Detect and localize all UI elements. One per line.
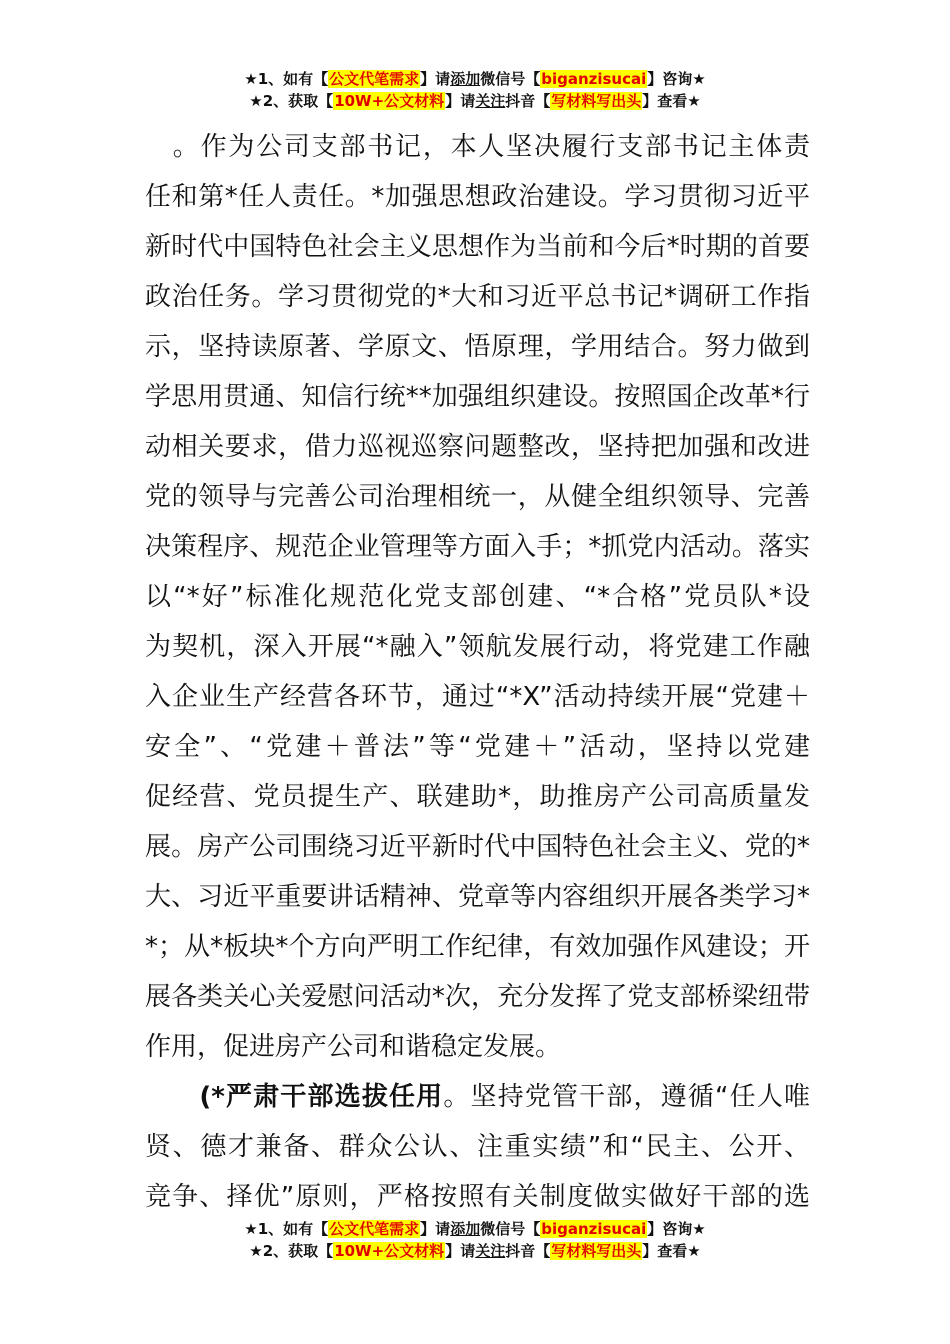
banner-underline: 添加 (450, 1220, 481, 1238)
body-line: 作用，促进房产公司和谐稳定发展。 (145, 1032, 562, 1062)
banner-highlight: 10W+公文材料 (334, 92, 445, 110)
banner-line-1 (0, 1218, 950, 1240)
banner-line-1 (0, 68, 950, 90)
body-line: 任和第*任人责任。*加强思想政治建设。学习贯彻习近平 (145, 182, 810, 212)
body-line: 示，坚持读原著、学原文、悟原理，学用结合。努力做到 (145, 332, 810, 362)
body-line: 促经营、党员提生产、联建助*，助推房产公司高质量发 (145, 782, 810, 812)
body-line: 安全”、“党建＋普法”等“党建＋”活动，坚持以党建 (145, 732, 810, 762)
body-line: 展各类关心关爱慰问活动*次，充分发挥了党支部桥梁纽带 (145, 982, 810, 1012)
body-line: 展。房产公司围绕习近平新时代中国特色社会主义、党的* (145, 832, 810, 862)
banner-underline: 关注 (475, 1242, 506, 1260)
body-line: 以“*好”标准化规范化党支部创建、“*合格”党员队*设 (145, 582, 810, 612)
banner-text: 】请 (420, 70, 451, 88)
banner-text: ★1、如有【 (244, 70, 329, 88)
banner-highlight: 公文代笔需求 (329, 70, 420, 88)
header-banner (0, 68, 950, 112)
banner-highlight: biganzisucai (541, 70, 647, 88)
body-line-text: 。坚持党管干部，遵循“任人唯 (443, 1082, 810, 1112)
banner-text: 】请 (420, 1220, 451, 1238)
banner-text: 】查看★ (642, 1242, 701, 1260)
banner-text: 】咨询★ (647, 1220, 706, 1238)
body-line: 学思用贯通、知信行统**加强组织建设。按照国企改革*行 (145, 382, 810, 412)
body-line: 为契机，深入开展“*融入”领航发展行动，将党建工作融 (145, 632, 810, 662)
banner-highlight: 写材料写出头 (551, 92, 642, 110)
banner-text: 微信号【 (480, 70, 541, 88)
body-line: 竞争、择优”原则，严格按照有关制度做实做好干部的选 (145, 1182, 810, 1212)
banner-text: 抖音【 (505, 92, 551, 110)
banner-underline: 关注 (475, 92, 506, 110)
banner-highlight: 10W+公文材料 (334, 1242, 445, 1260)
banner-text: ★2、获取【 (249, 92, 334, 110)
body-line: 决策程序、规范企业管理等方面入手；*抓党内活动。落实 (145, 532, 810, 562)
body-line: 党的领导与完善公司治理相统一，从健全组织领导、完善 (145, 482, 810, 512)
body-line: 大、习近平重要讲话精神、党章等内容组织开展各类学习* (145, 882, 810, 912)
document-body (145, 122, 810, 1222)
body-line: *；从*板块*个方向严明工作纪律，有效加强作风建设；开 (145, 932, 810, 962)
banner-highlight: 写材料写出头 (551, 1242, 642, 1260)
footer-banner (0, 1218, 950, 1262)
body-line: 。作为公司支部书记，本人坚决履行支部书记主体责 (145, 132, 810, 162)
body-line: 政治任务。学习贯彻党的*大和习近平总书记*调研工作指 (145, 282, 810, 312)
banner-text: 】查看★ (642, 92, 701, 110)
body-line: 新时代中国特色社会主义思想作为当前和今后*时期的首要 (145, 232, 810, 262)
banner-text: 抖音【 (505, 1242, 551, 1260)
section-heading-line (145, 1072, 810, 1122)
body-line: 入企业生产经营各环节，通过“*X”活动持续开展“党建＋ (145, 682, 810, 712)
body-line: 贤、德才兼备、群众公认、注重实绩”和“民主、公开、 (145, 1132, 810, 1162)
banner-text: 】请 (445, 1242, 476, 1260)
banner-text: ★2、获取【 (249, 1242, 334, 1260)
banner-underline: 添加 (450, 70, 481, 88)
body-line: 动相关要求，借力巡视巡察问题整改，坚持把加强和改进 (145, 432, 810, 462)
banner-highlight: biganzisucai (541, 1220, 647, 1238)
banner-text: 】请 (445, 92, 476, 110)
banner-line-2 (0, 90, 950, 112)
banner-text: ★1、如有【 (244, 1220, 329, 1238)
banner-highlight: 公文代笔需求 (329, 1220, 420, 1238)
banner-line-2 (0, 1240, 950, 1262)
banner-text: 微信号【 (480, 1220, 541, 1238)
section-heading: (*严肃干部选拔任用 (199, 1082, 444, 1112)
banner-text: 】咨询★ (647, 70, 706, 88)
